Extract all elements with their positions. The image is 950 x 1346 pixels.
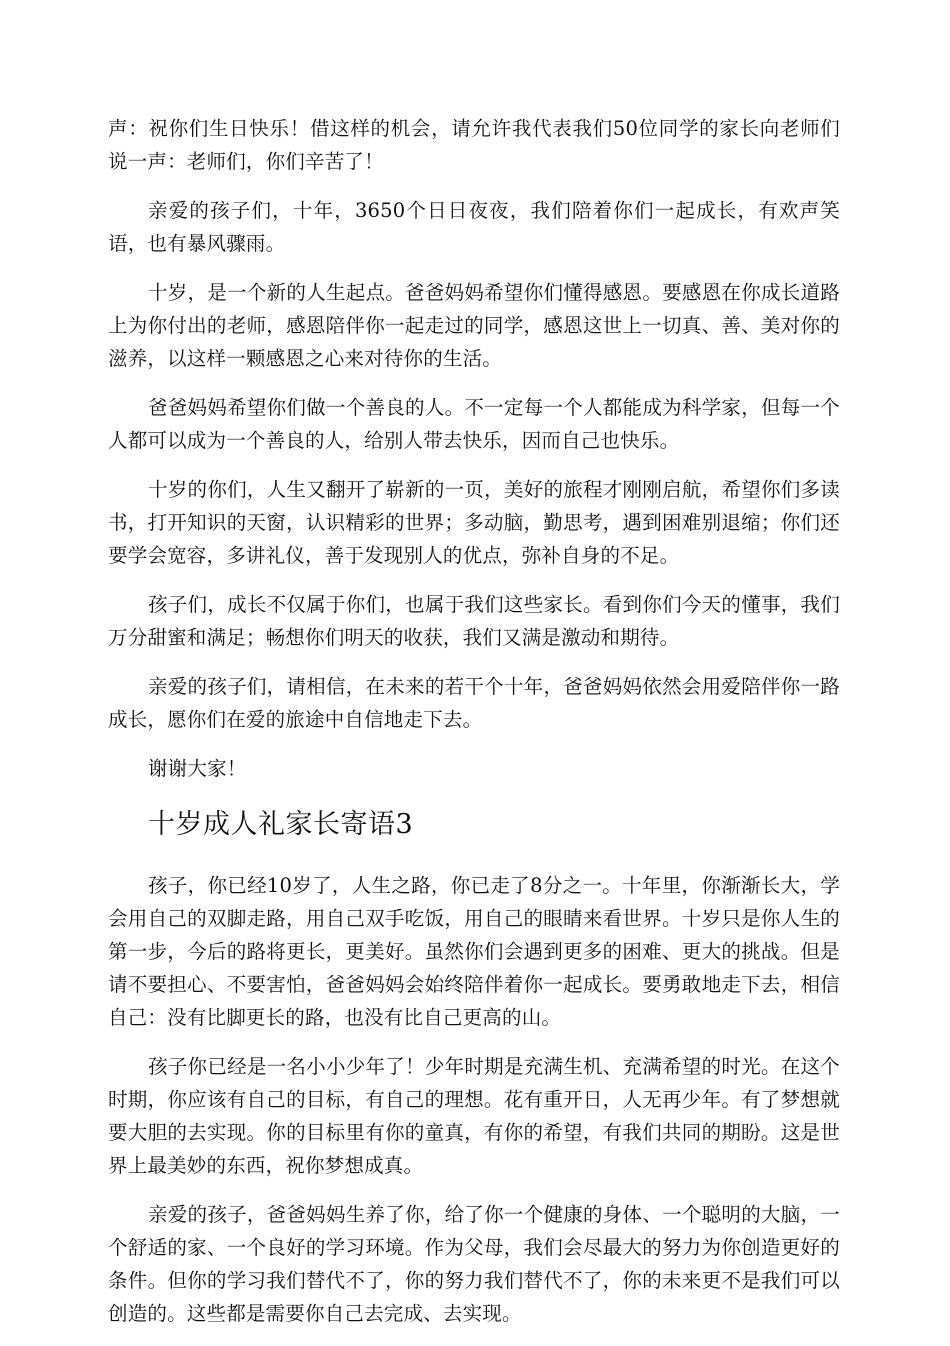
paragraph: 十岁的你们，人生又翻开了崭新的一页，美好的旅程才刚刚启航，希望你们多读书，打开知识的天窗，认识精彩的世界；多动脑，勤思考，遇到困难别退缩；你们还要学会宽容，多讲礼仪，善于发现别人的优点，弥补自身的不足。: [108, 478, 840, 567]
paragraph: 亲爱的孩子们，十年，3650个日日夜夜，我们陪着你们一起成长，有欢声笑语，也有暴风骤雨。: [108, 199, 840, 255]
paragraph: 亲爱的孩子们，请相信，在未来的若干个十年，爸爸妈妈依然会用爱陪伴你一路成长，愿你们在爱的旅途中自信地走下去。: [108, 675, 840, 731]
closing-line: 谢谢大家！: [148, 757, 247, 780]
paragraph: 孩子你已经是一名小小少年了！少年时期是充满生机、充满希望的时光。在这个时期，你应该有自己的目标，有自己的理想。花有重开日，人无再少年。有了梦想就要大胆的去实现。你的目标里有你的童真，有你的希望，有我们共同的期盼。这是世界上最美妙的东西，祝你梦想成真。: [108, 1055, 840, 1177]
paragraph: 亲爱的孩子，爸爸妈妈生养了你，给了你一个健康的身体、一个聪明的大脑，一个舒适的家、一个良好的学习环境。作为父母，我们会尽最大的努力为你创造更好的条件。但你的学习我们替代不了，你的努力我们替代不了，你的未来更不是我们可以创造的。这些都是需要你自己去完成、去实现。: [108, 1203, 840, 1325]
paragraph: 孩子们，成长不仅属于你们，也属于我们这些家长。看到你们今天的懂事，我们万分甜蜜和满足；畅想你们明天的收获，我们又满是激动和期待。: [108, 593, 840, 649]
paragraph: 十岁，是一个新的人生起点。爸爸妈妈希望你们懂得感恩。要感恩在你成长道路上为你付出的老师，感恩陪伴你一起走过的同学，感恩这世上一切真、善、美对你的滋养，以这样一颗感恩之心来对待你的生活。: [108, 281, 840, 370]
section-heading: 十岁成人礼家长寄语3: [148, 809, 414, 840]
document-page: [108, 112, 840, 1346]
paragraph-continued: 声：祝你们生日快乐！借这样的机会，请允许我代表我们50位同学的家长向老师们说一声：老师们，你们辛苦了！: [108, 117, 840, 173]
paragraph: 孩子，你已经10岁了，人生之路，你已走了8分之一。十年里，你渐渐长大，学会用自己的双脚走路，用自己双手吃饭，用自己的眼睛来看世界。十岁只是你人生的第一步，今后的路将更长，更美好。虽然你们会遇到更多的困难、更大的挑战。但是请不要担心、不要害怕，爸爸妈妈会始终陪伴着你一起成长。要勇敢地走下去，相信自己：没有比脚更长的路，也没有比自己更高的山。: [108, 874, 840, 1029]
paragraph: 爸爸妈妈希望你们做一个善良的人。不一定每一个人都能成为科学家，但每一个人都可以成为一个善良的人，给别人带去快乐，因而自己也快乐。: [108, 396, 840, 452]
